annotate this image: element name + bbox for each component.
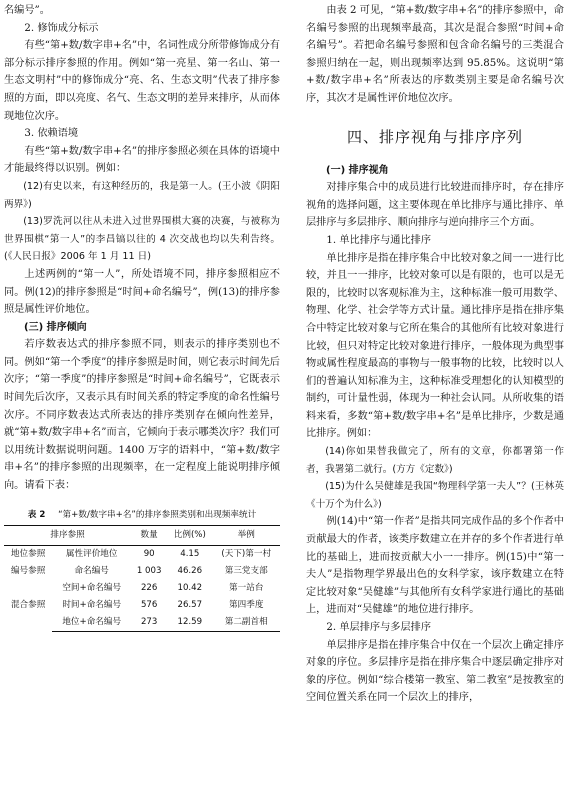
subheading-single-vs-general: 1. 单比排序与通比排序 [326, 234, 432, 246]
paragraph: 单比排序是指在排序集合中比较对象之间一一进行比较，并且一一排序，比较对象可以是有限的，也可以是无限的，比较时以客观标准为主，这种标准一般可用数学、物理、化学、社会学等方式计量。通比排序是指在排序集合中特定比较对象与它所在集合的其他所有比较对象进行比较，但只对特定比较对象进行排序，一般体现为典型事物或属性程度最高的事物与一般事物的比较，比较时以人们的普遍认知标准为主，这种标准受理想化的认知模型的制约，可计量性弱，体现为一种社会认同。从所收集的语料来看，多数“第+数/数字串+名”是单比排序，少数是通比排序。例如： [306, 252, 564, 440]
right-column [306, 2, 564, 707]
table-caption [4, 507, 280, 523]
cell-count: 576 [140, 599, 158, 610]
cell-group: 混合参照 [10, 599, 46, 610]
paragraph: 单层排序是指在排序集合中仅在一个层次上确定排序对象的序位。多层排序是指在排序集合中逐层确定排序对象的序位。例如“综合楼第一教室、第二教室”是按教室的空间位置关系在同一个层次上的排序， [306, 639, 564, 704]
cell-sub: 空间+命名编号 [62, 582, 122, 593]
paragraph: 名编号”。 [4, 5, 50, 16]
paragraph: 有些“第+数/数字串+名”中，名词性成分所带修饰成分有部分标示排序参照的作用。例如“第一亮星、第一名山、第一生态文明村”中的修饰成分“亮、名、生态文明”代表了排序参照的方面，即以亮度、名气、生态文明的差异来排序，从而体现地位次序。 [4, 40, 280, 122]
subheading-ordering-perspective: (一) 排序视角 [326, 164, 389, 176]
cell-example: 第二副首相 [212, 614, 280, 632]
cell-percent: 26.57 [177, 599, 203, 610]
cell-sub: 命名编号 [74, 565, 109, 576]
table-row [4, 545, 280, 563]
header-percent: 比例(%) [173, 529, 206, 540]
cell-count: 1 003 [136, 565, 162, 576]
cell-count: 226 [140, 582, 158, 593]
cell-percent: 12.59 [167, 614, 212, 632]
table-row [4, 580, 280, 597]
cell-percent: 46.26 [177, 565, 203, 576]
header-count: 数量 [140, 529, 158, 540]
paragraph: 上述两例的“第一人”，所处语境不同，排序参照相应不同。例(12)的排序参照是“时间+命名编号”，例(13)的排序参照是属性评价地位。 [4, 268, 280, 316]
statistics-table [4, 525, 280, 632]
example-13: (13)罗洗河以往从未进入过世界围棋大赛的决赛，与被称为世界围棋“第一人”的李昌镐以往的 4 次交战也均以失利告终。(《人民日报》2006 年 1 月 11 日) [4, 216, 280, 263]
table-title: “第+数/数字串+名”的排序参照类别和出现频率统计 [58, 509, 257, 520]
subheading-modifier-marking: 2. 修饰成分标示 [24, 22, 99, 34]
paragraph: 例(14)中“第一作者”是指共同完成作品的多个作者中贡献最大的作者，该类序数建立在并存的多个作者进行单比的基础上，进而按贡献大小一一排序。例(15)中“第一夫人”是指物理学界最出色的女科学家，该序数建立在特定比较对象“吴健雄”与其他所有女科学家进行通比的基础上，进而对“吴健雄”的地位进行排序。 [306, 516, 564, 616]
cell-example: 第三党支部 [224, 565, 268, 576]
left-column [4, 2, 280, 632]
header-reference: 排序参照 [50, 529, 85, 540]
paragraph: 对排序集合中的成员进行比较进而排序时，存在排序视角的选择问题，这主要体现在单比排序与通比排序、单层排序与多层排序、顺向排序与逆向排序三个方面。 [306, 182, 564, 229]
cell-sub: 时间+命名编号 [62, 599, 122, 610]
subheading-ordering-tendency: (三) 排序倾向 [24, 321, 87, 333]
cell-sub: 地位+命名编号 [52, 614, 131, 632]
subheading-context-dependence: 3. 依赖语境 [24, 128, 79, 140]
example-14: (14)你如果替我做完了，所有的文章，你都署第一作者，我署第二就行。(方方《定数》) [306, 446, 564, 475]
cell-example: 第四季度 [229, 599, 264, 610]
paragraph: 若序数表达式的排序参照不同，则表示的排序类别也不同。例如“第一个季度”的排序参照是时间，则它表示时间先后次序；“第一季度”的排序参照是“时间+命名编号”，它既表示时间先后次序，又表示具有时间关系的特定季度的命名性编号次序。不同序数表达式所表达的排序类别存在倾向性差异，就“第+数/数字串+名”而言，它倾向于表示哪类次序？我们可以用统计数据说明问题。1400 万字的语料中，“第+数/数字串+名”的排序参照的出现频率，在一定程度上能说明排序倾向。请看下表： [4, 339, 280, 492]
cell-count: 273 [131, 614, 167, 632]
header-example: 举例 [237, 529, 255, 540]
section-title: 四、排序视角与排序序列 [346, 127, 523, 146]
example-15: (15)为什么吴健雄是我国“物理科学第一夫人”？(王林英《十万个为什么》) [306, 481, 564, 510]
subheading-single-vs-multi-layer: 2. 单层排序与多层排序 [326, 622, 432, 633]
cell-sub: 属性评价地位 [65, 548, 118, 559]
paragraph: 有些“第+数/数字串+名”的排序参照必须在具体的语境中才能最终得以识别。例如： [4, 145, 280, 175]
example-12: (12)有史以来，有这种经历的，我是第一人。(王小波《阴阳两界》) [4, 180, 280, 210]
cell-percent: 4.15 [180, 548, 200, 559]
paragraph: 由表 2 可见，“第+数/数字串+名”的排序参照中，命名编号参照的出现频率最高，其次是混合参照“时间+命名编号”。若把命名编号参照和包含命名编号的三类混合参照归纳在一起，则出现频率达到 95.85%。这说明“第+数/数字串+名”所表达的序数类别主要是命名编号次序，其次才是属性评价地位次序。 [306, 5, 564, 104]
table-row [4, 563, 280, 580]
cell-group: 地位参照 [10, 548, 46, 559]
cell-count: 90 [143, 548, 155, 559]
cell-example: 第一站台 [229, 582, 264, 593]
cell-example: (天下)第一村 [221, 548, 272, 559]
table-header-row [4, 525, 280, 545]
cell-group: 编号参照 [10, 565, 46, 576]
cell-percent: 10.42 [177, 582, 203, 593]
table-label: 表 2 [27, 509, 46, 520]
